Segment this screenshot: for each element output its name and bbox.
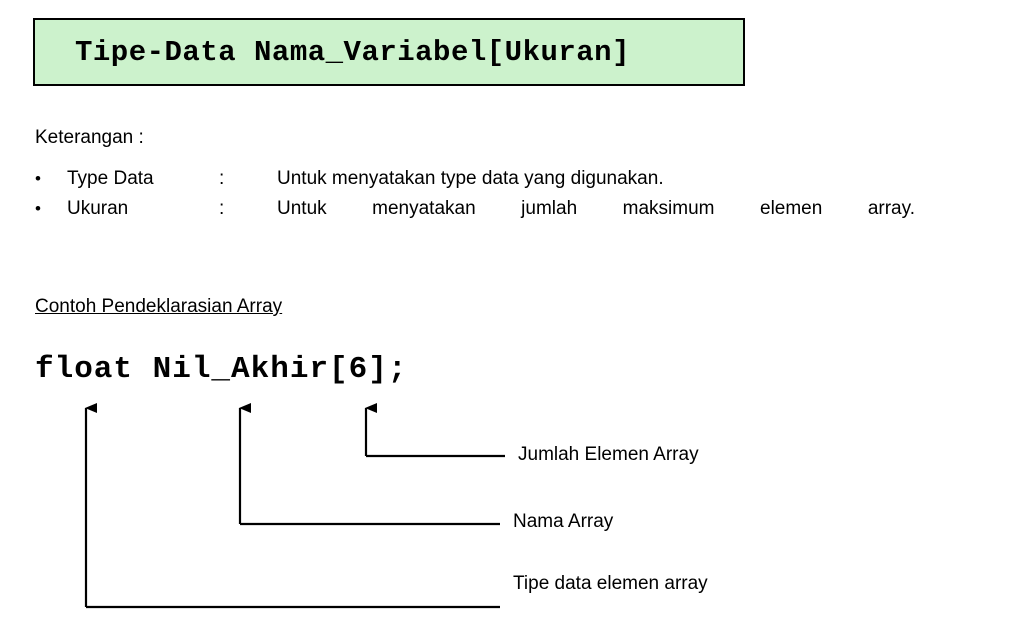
keterangan-term: Type Data bbox=[67, 168, 154, 189]
keterangan-description: Untuk menyatakan type data yang digunakan. bbox=[277, 168, 664, 189]
callout-label-jumlah-elemen: Jumlah Elemen Array bbox=[518, 444, 699, 465]
keterangan-colon: : bbox=[219, 198, 225, 219]
callout-label-tipe-data: Tipe data elemen array bbox=[513, 573, 708, 594]
bullet-icon: • bbox=[35, 169, 41, 188]
list-item bbox=[35, 195, 975, 251]
callout-line-tipe-data bbox=[86, 408, 500, 607]
keterangan-list bbox=[35, 165, 975, 253]
keterangan-colon: : bbox=[219, 168, 225, 189]
list-item bbox=[35, 165, 975, 193]
syntax-declaration-box bbox=[33, 18, 745, 86]
syntax-declaration-text: Tipe-Data Nama_Variabel[Ukuran] bbox=[75, 35, 630, 69]
contoh-heading: Contoh Pendeklarasian Array bbox=[35, 296, 283, 317]
keterangan-heading: Keterangan : bbox=[35, 127, 144, 148]
keterangan-term: Ukuran bbox=[67, 198, 129, 219]
callout-line-nama-array bbox=[240, 408, 500, 524]
callout-label-nama-array: Nama Array bbox=[513, 511, 614, 532]
bullet-icon: • bbox=[35, 199, 41, 218]
keterangan-description: Untuk menyatakan jumlah maksimum elemen array. bbox=[277, 198, 915, 219]
code-example-line: float Nil_Akhir[6]; bbox=[35, 352, 408, 387]
callout-line-jumlah-elemen bbox=[366, 408, 505, 456]
